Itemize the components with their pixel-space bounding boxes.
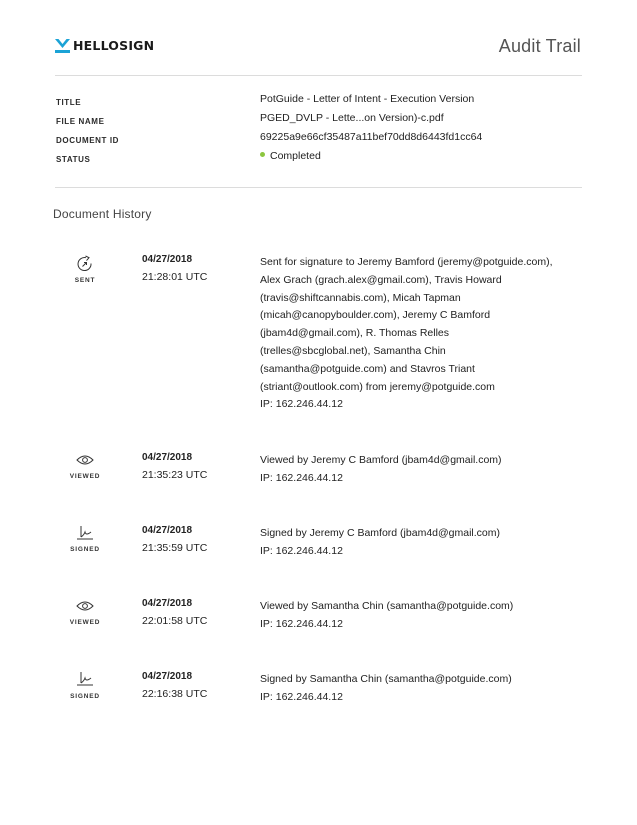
- file-name-label: FILE NAME: [56, 117, 105, 126]
- event-type-label: SIGNED: [70, 546, 100, 553]
- document-history-title: Document History: [53, 207, 152, 221]
- sent-icon: [72, 254, 98, 276]
- event-date: 04/27/2018: [142, 671, 193, 682]
- event-description: [260, 254, 565, 414]
- event-time: 22:01:58 UTC: [142, 615, 208, 627]
- event-type-label: VIEWED: [69, 619, 101, 626]
- event-date: 04/27/2018: [142, 452, 193, 463]
- event-type-label: SENT: [74, 277, 96, 284]
- title-label: TITLE: [56, 98, 82, 107]
- event-description-line: Alex Grach (grach.alex@gmail.com), Travis Howard: [260, 273, 502, 286]
- document-id-value: 69225a9e66cf35487a11bef70dd8d6443fd1cc64: [260, 131, 483, 143]
- event-description-line: (jbam4d@gmail.com), R. Thomas Relles: [260, 327, 450, 340]
- event-description-line: Sent for signature to Jeremy Bamford (jeremy@potguide.com),: [260, 256, 553, 268]
- hellosign-logo: [55, 38, 154, 53]
- status-text: Completed: [270, 150, 321, 162]
- status-dot-icon: [260, 152, 265, 157]
- event-type-label: VIEWED: [69, 473, 101, 480]
- status-value: [260, 150, 321, 162]
- signature-icon: [72, 671, 98, 693]
- event-date: 04/27/2018: [142, 598, 193, 609]
- event-description-line: Viewed by Jeremy C Bamford (jbam4d@gmail.com): [260, 454, 502, 466]
- page-title: Audit Trail: [498, 36, 581, 56]
- event-date: 04/27/2018: [142, 525, 193, 536]
- event-description-line: (trelles@sbcglobal.net), Samantha Chin: [260, 344, 446, 357]
- hellosign-logo-icon: [55, 39, 70, 53]
- title-value: PotGuide - Letter of Intent - Execution Version: [260, 93, 475, 105]
- status-label: STATUS: [56, 155, 91, 164]
- file-name-value: PGED_DVLP - Lette...on Version)-c.pdf: [260, 112, 444, 124]
- event-type-label: SIGNED: [70, 693, 100, 700]
- event-time: 21:35:23 UTC: [142, 469, 208, 481]
- event-description: [260, 452, 565, 488]
- event-description: [260, 598, 565, 634]
- event-description-line: Signed by Jeremy C Bamford (jbam4d@gmail.com): [260, 527, 500, 539]
- event-ip-address: IP: 162.246.44.12: [260, 544, 343, 557]
- event-date: 04/27/2018: [142, 254, 193, 265]
- event-ip-address: IP: 162.246.44.12: [260, 471, 343, 484]
- event-ip-address: IP: 162.246.44.12: [260, 617, 343, 630]
- event-description-line: (striant@outlook.com) from jeremy@potguide.com: [260, 380, 495, 393]
- eye-icon: [72, 599, 98, 621]
- event-ip-address: IP: 162.246.44.12: [260, 398, 343, 411]
- event-description-line: Signed by Samantha Chin (samantha@potguide.com): [260, 673, 512, 685]
- event-time: 21:28:01 UTC: [142, 271, 208, 283]
- signature-icon: [72, 525, 98, 547]
- event-description: [260, 671, 565, 707]
- event-description-line: (samantha@potguide.com) and Stavros Triant: [260, 362, 475, 375]
- document-id-label: DOCUMENT ID: [56, 136, 120, 145]
- event-time: 22:16:38 UTC: [142, 688, 208, 700]
- event-description-line: (travis@shiftcannabis.com), Micah Tapman: [260, 291, 461, 304]
- brand-name: HELLOSIGN: [73, 38, 155, 53]
- details-divider: [55, 187, 582, 188]
- eye-icon: [72, 453, 98, 475]
- header-divider: [55, 75, 582, 76]
- event-time: 21:35:59 UTC: [142, 542, 208, 554]
- event-ip-address: IP: 162.246.44.12: [260, 690, 343, 703]
- event-description-line: (micah@canopyboulder.com), Jeremy C Bamford: [260, 309, 491, 322]
- event-description: [260, 525, 565, 561]
- event-description-line: Viewed by Samantha Chin (samantha@potguide.com): [260, 600, 514, 612]
